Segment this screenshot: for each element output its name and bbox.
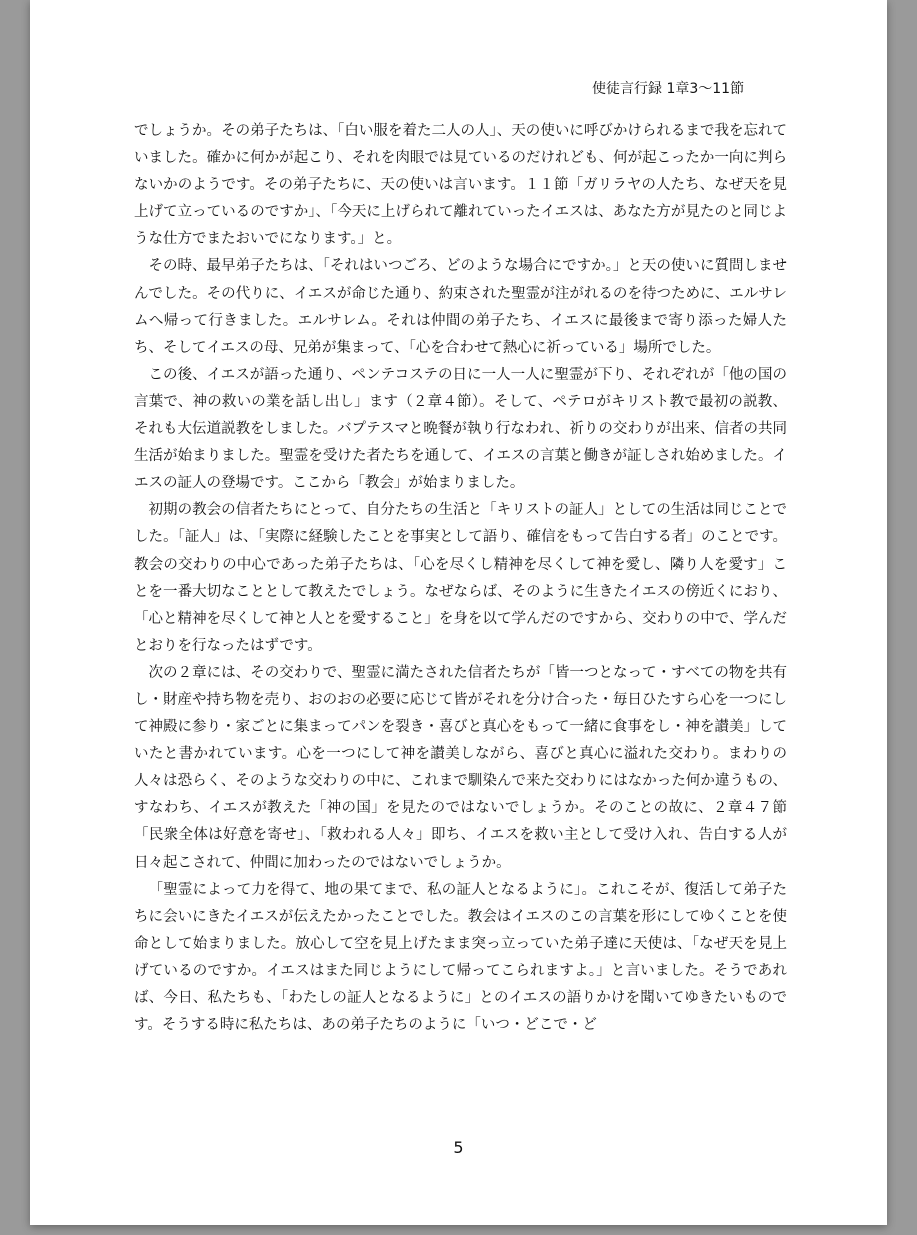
running-header: 使徒言行録 1章3〜11節 <box>592 81 745 97</box>
paragraph-4: 初期の教会の信者たちにとって、自分たちの生活と「キリストの証人」としての生活は同じことでした。「証人」は、「実際に経験したことを事実として語り、確信をもって告白する者」のことです。教会の交わりの中心であった弟子たちは、「心を尽くし精神を尽くして神を愛し、隣り人を愛す」ことを一番大切なこととして教えたでしょう。なぜならば、そのように生きたイエスの傍近くにおり、「心と精神を尽くして神と人とを愛すること」を身を以て学んだのですから、交わりの中で、学んだとおりを行なったはずです。 <box>134 502 787 654</box>
paragraph-6: 「聖霊によって力を得て、地の果てまで、私の証人となるように」。これこそが、復活して弟子たちに会いにきたイエスが伝えたかったことでした。教会はイエスのこの言葉を形にしてゆくことを使命として始まりました。放心して空を見上げたまま突っ立っていた弟子達に天使は、「なぜ天を見上げているのですか。イエスはまた同じようにして帰ってこられますよ。」と言いました。そうであれば、今日、私たちも、「わたしの証人となるように」とのイエスの語りかけを聞いてゆきたいものです。そうする時に私たちは、あの弟子たちのように「いつ・どこで・ど <box>134 881 787 1034</box>
paragraph-2: その時、最早弟子たちは、「それはいつごろ、どのような場合にですか。」と天の使いに質問しませんでした。その代りに、イエスが命じた通り、約束された聖霊が注がれるのを待つために、エルサレムへ帰って行きました。エルサレム。それは仲間の弟子たち、イエスに最後まで寄り添った婦人たち、そしてイエスの母、兄弟が集まって、「心を合わせて熱心に祈っている」場所でした。 <box>134 258 787 356</box>
paragraph-5: 次の２章には、その交わりで、聖霊に満たされた信者たちが「皆一つとなって・すべての物を共有し・財産や持ち物を売り、おのおの必要に応じて皆がそれを分け合った・毎日ひたすら心を一つにして神殿に参り・家ごとに集まってパンを裂き・喜びと真心をもって一緒に食事をし・神を讃美」していたと書かれています。心を一つにして神を讃美しながら、喜びと真心に溢れた交わり。まわりの人々は恐らく、そのような交わりの中に、これまで馴染んで来た交わりにはなかった何か違うもの、すなわち、イエスが教えた「神の国」を見たのではないでしょうか。そのことの故に、２章４７節「民衆全体は好意を寄せ」、「救われる人々」即ち、イエスを救い主として受け入れ、告白する人が日々起こされて、仲間に加わったのではないでしょうか。 <box>134 664 787 871</box>
document-page <box>30 0 887 1225</box>
body-text <box>134 118 787 1039</box>
paragraph-1: でしょうか。その弟子たちは、「白い服を着た二人の人」、天の使いに呼びかけられるまで我を忘れていました。確かに何かが起こり、それを肉眼では見ているのだけれども、何が起こったか一向に判らないかのようです。その弟子たちに、天の使いは言います。１１節「ガリラヤの人たち、なぜ天を見上げて立っているのですか」、「今天に上げられて離れていったイエスは、あなた方が見たのと同じような仕方でまたおいでになります。」と。 <box>134 123 787 248</box>
paragraph-3: この後、イエスが語った通り、ペンテコステの日に一人一人に聖霊が下り、それぞれが「他の国の言葉で、神の救いの業を話し出し」ます（２章４節）。そして、ペテロがキリスト教で最初の説教、それも大伝道説教をしました。バプテスマと晩餐が執り行なわれ、祈りの交わりが出来、信者の共同生活が始まりました。聖霊を受けた者たちを通して、イエスの言葉と働きが証しされ始めました。イエスの証人の登場です。ここから「教会」が始まりました。 <box>134 366 787 492</box>
page-number: 5 <box>453 1138 464 1157</box>
